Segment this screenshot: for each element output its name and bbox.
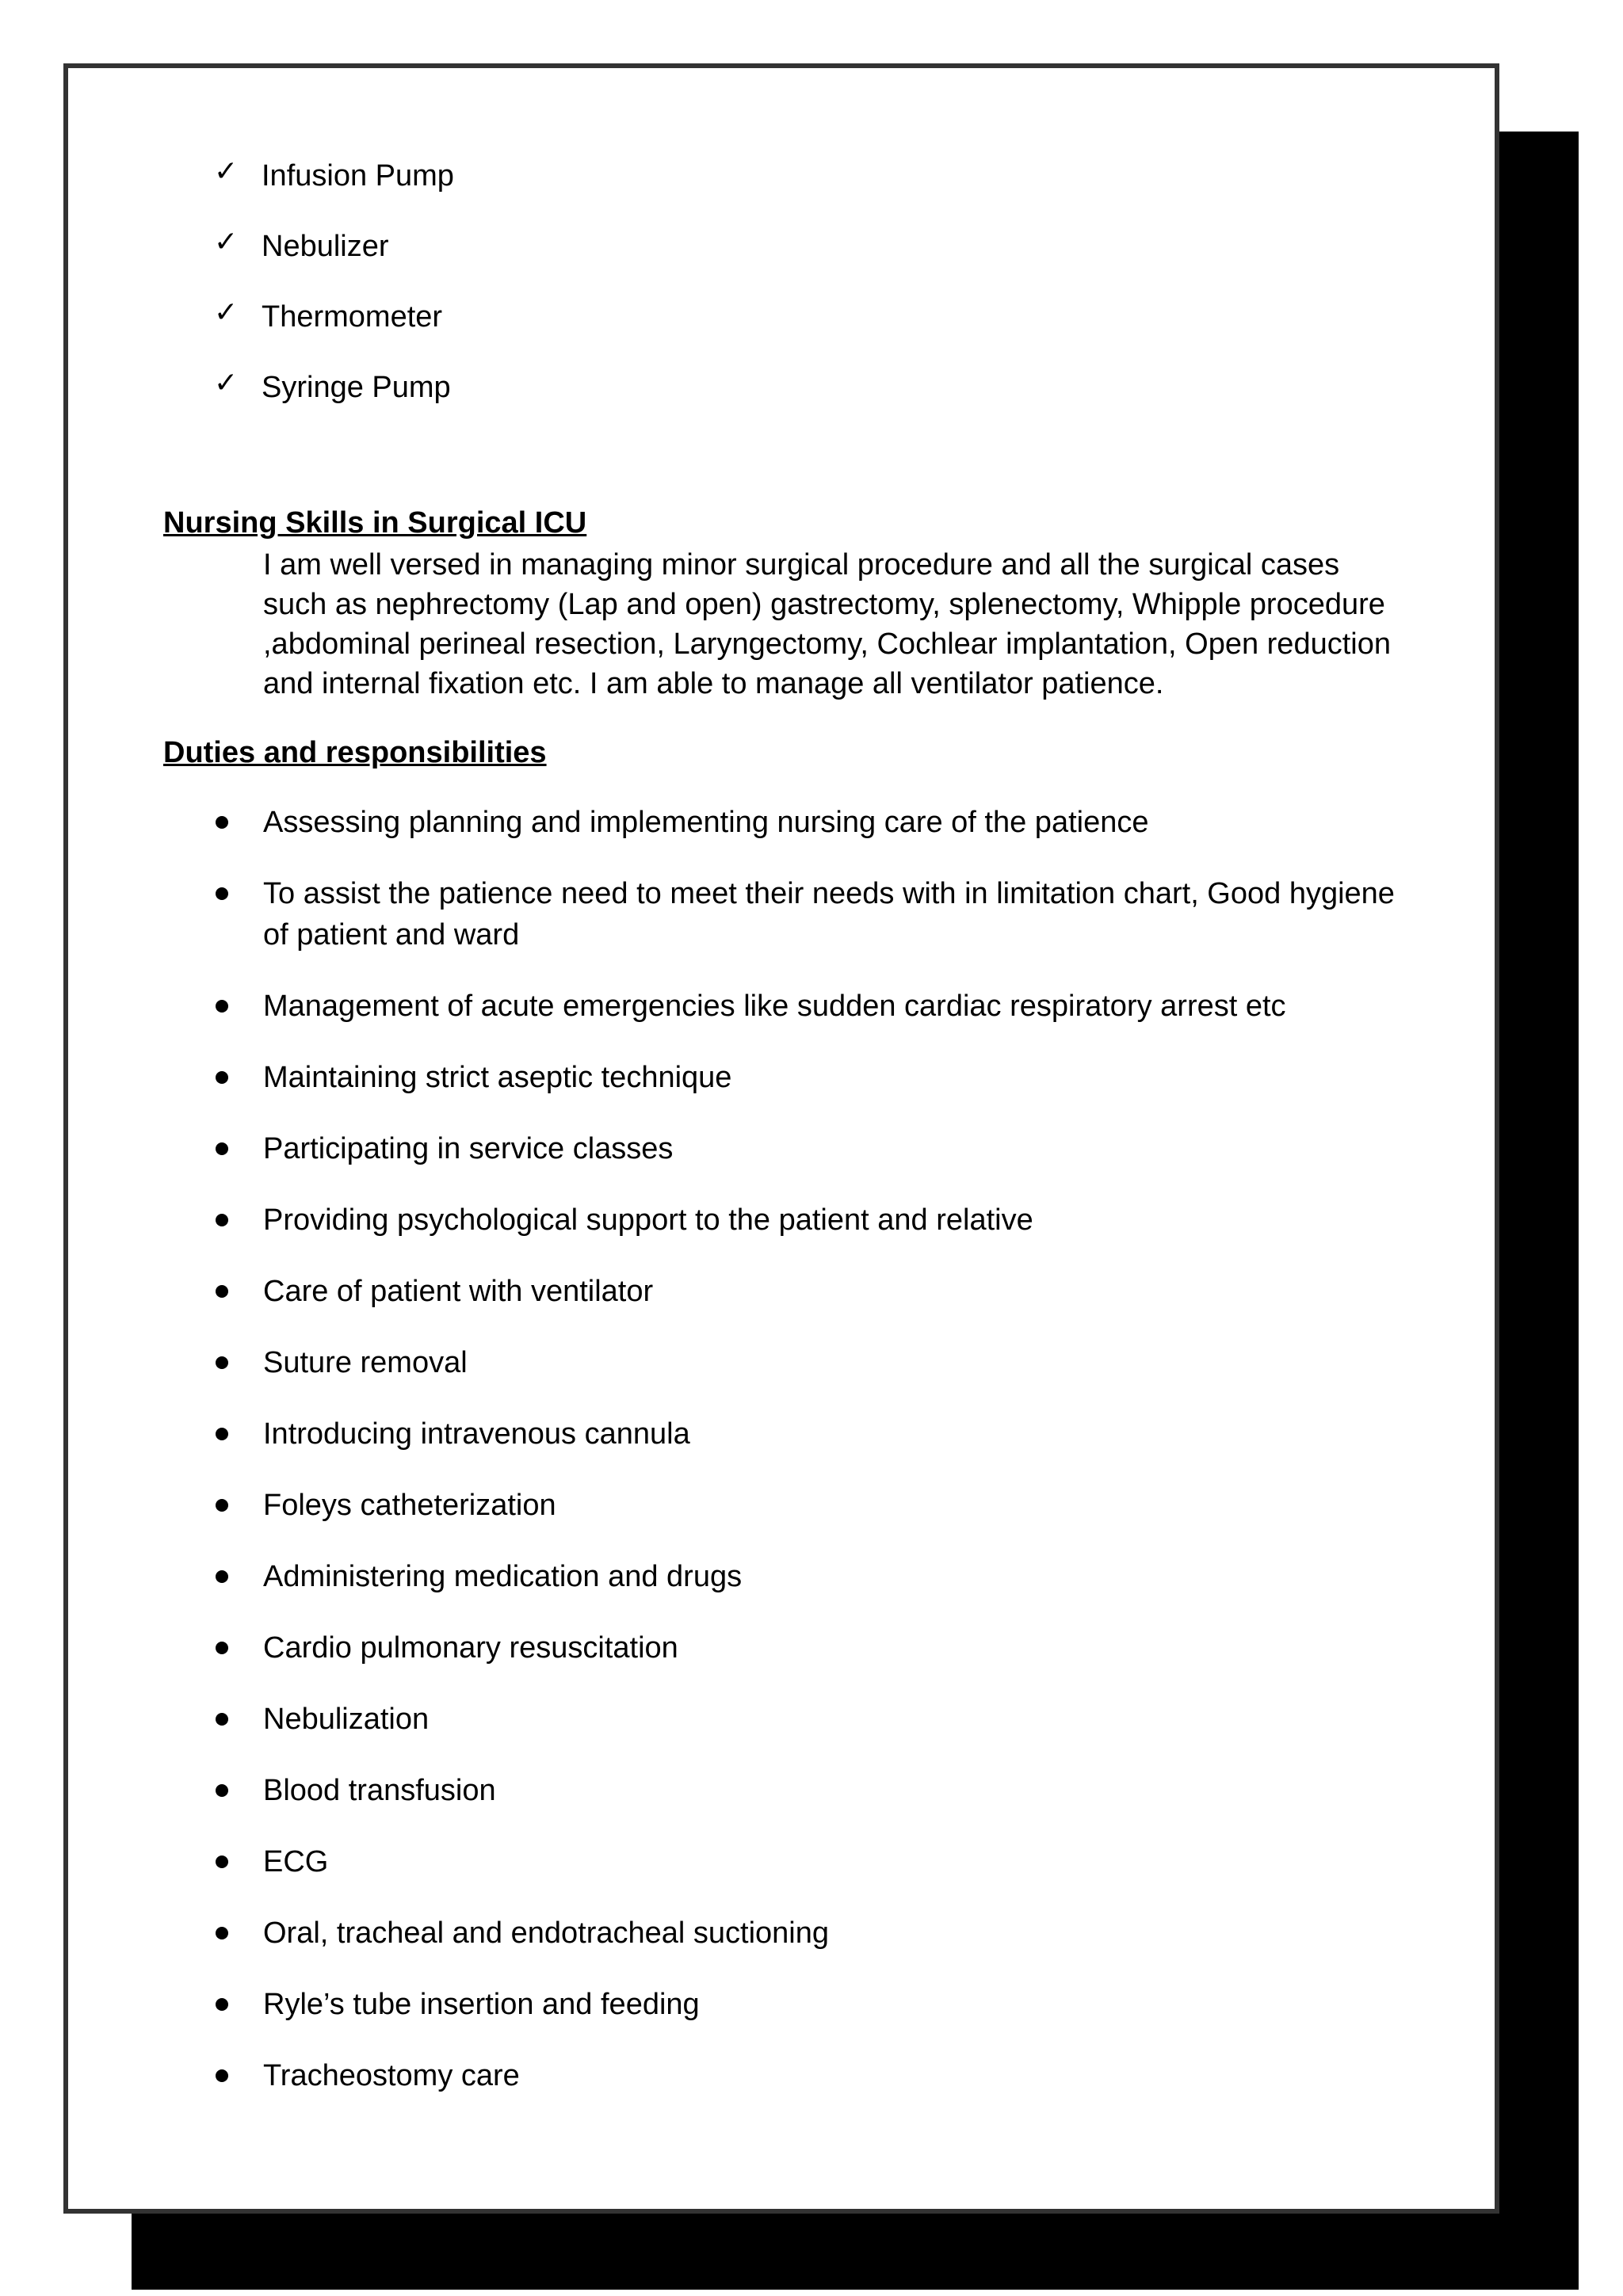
- list-item-label: Infusion Pump: [262, 159, 454, 193]
- list-item-label: Maintaining strict aseptic technique: [263, 1061, 732, 1094]
- list-item: [214, 1057, 1403, 1098]
- list-item: [214, 2055, 1403, 2096]
- list-item-label: Administering medication and drugs: [263, 1560, 743, 1593]
- list-item-label: Assessing planning and implementing nursing care of the patience: [263, 806, 1149, 839]
- list-item-label: Oral, tracheal and endotracheal suctioning: [263, 1917, 830, 1950]
- list-item-label: ECG: [263, 1845, 329, 1878]
- bullet-icon: [214, 1770, 263, 1810]
- bullet-icon: [214, 2055, 263, 2095]
- bullet-icon: [214, 1342, 263, 1382]
- list-item: [214, 368, 454, 439]
- list-item: [214, 227, 454, 298]
- list-item: [214, 1699, 1403, 1740]
- list-item: [214, 154, 454, 227]
- list-item: [214, 873, 1403, 955]
- list-item: [214, 1271, 1403, 1312]
- list-item: [214, 1984, 1403, 2025]
- list-item-label: Providing psychological support to the patient and relative: [263, 1203, 1033, 1237]
- list-item-label: Cardio pulmonary resuscitation: [263, 1631, 678, 1665]
- list-item: [214, 1770, 1403, 1811]
- duties-heading: Duties and responsibilities: [163, 736, 547, 769]
- document-page: [63, 63, 1499, 2214]
- checkmark-icon: ✓: [214, 225, 239, 257]
- list-item-label: Management of acute emergencies like sudden cardiac respiratory arrest etc: [263, 990, 1286, 1023]
- list-item: [214, 1485, 1403, 1526]
- list-item: [214, 1128, 1403, 1169]
- bullet-icon: [214, 1556, 263, 1596]
- bullet-icon: [214, 1841, 263, 1881]
- bullet-icon: [214, 1984, 263, 2023]
- list-item-label: To assist the patience need to meet their needs with in limitation chart, Good hygiene of patient and ward: [263, 877, 1395, 952]
- list-item: [214, 802, 1403, 843]
- list-item: [214, 986, 1403, 1027]
- bullet-icon: [214, 1485, 263, 1524]
- list-item-label: Blood transfusion: [263, 1774, 496, 1807]
- bullet-icon: [214, 1627, 263, 1667]
- checkmark-icon: ✓: [214, 154, 239, 187]
- bullet-icon: [214, 1271, 263, 1310]
- list-item-label: Participating in service classes: [263, 1132, 674, 1165]
- list-item-label: Syringe Pump: [262, 371, 451, 404]
- list-item: [214, 1913, 1403, 1954]
- bullet-icon: [214, 986, 263, 1025]
- list-item-label: Suture removal: [263, 1346, 468, 1379]
- list-item: [214, 298, 454, 368]
- checkmark-icon: ✓: [214, 366, 239, 399]
- bullet-icon: [214, 802, 263, 841]
- skills-paragraph: I am well versed in managing minor surgical procedure and all the surgical cases such as nephrectomy (Lap and open) gastrectomy, splenectomy, Whipple procedure ,abdominal perineal resection, Laryngectomy, Cochlear implantation, Open reduction and internal fixation etc. I am able to manage all ventilator patience.: [263, 548, 1391, 700]
- bullet-icon: [214, 1199, 263, 1239]
- list-item-label: Introducing intravenous cannula: [263, 1417, 690, 1451]
- list-item: [214, 1556, 1403, 1597]
- page-content: [68, 68, 1495, 2209]
- list-item-label: Nebulizer: [262, 230, 389, 263]
- list-item-label: Ryle’s tube insertion and feeding: [263, 1988, 700, 2021]
- bullet-icon: [214, 1913, 263, 1952]
- bullet-icon: [214, 1128, 263, 1168]
- skills-heading: Nursing Skills in Surgical ICU: [163, 506, 587, 540]
- equipment-list: [214, 154, 454, 439]
- list-item-label: Nebulization: [263, 1703, 430, 1736]
- bullet-icon: [214, 1699, 263, 1738]
- list-item: [214, 1413, 1403, 1455]
- bullet-icon: [214, 1057, 263, 1097]
- duties-list: [214, 802, 1403, 2126]
- list-item-label: Thermometer: [262, 300, 443, 334]
- list-item: [214, 1841, 1403, 1882]
- list-item-label: Foleys catheterization: [263, 1489, 556, 1522]
- list-item: [214, 1627, 1403, 1669]
- list-item-label: Care of patient with ventilator: [263, 1275, 654, 1308]
- bullet-icon: [214, 873, 263, 913]
- list-item: [214, 1342, 1403, 1383]
- checkmark-icon: ✓: [214, 296, 239, 328]
- list-item: [214, 1199, 1403, 1241]
- list-item-label: Tracheostomy care: [263, 2059, 520, 2092]
- bullet-icon: [214, 1413, 263, 1453]
